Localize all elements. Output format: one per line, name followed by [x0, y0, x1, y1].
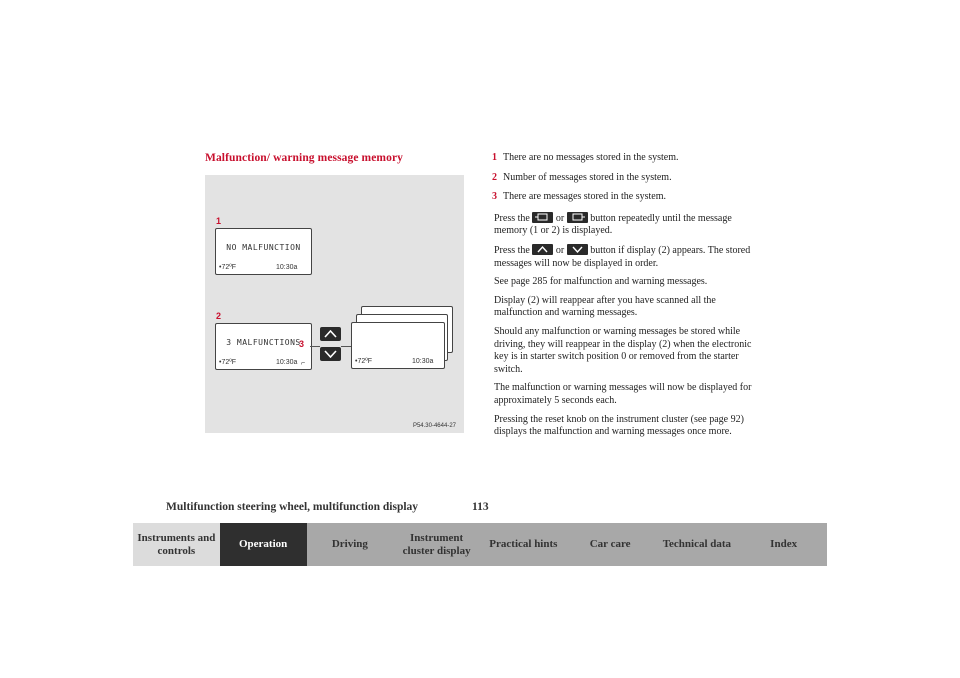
callout-2: 2 [216, 311, 222, 321]
page-footer [166, 501, 786, 513]
callout-1: 1 [216, 216, 222, 226]
legend-number: 3 [492, 191, 497, 203]
tab-practical-hints[interactable]: Practical hints [480, 523, 567, 566]
tab-index[interactable]: Index [740, 523, 827, 566]
instructions-column [494, 152, 764, 445]
text: button repeatedly until the message memory (1 or 2) is displayed. [494, 212, 732, 237]
paragraph: Display (2) will reappear after you have scanned all the malfunction and warning messages. [494, 294, 716, 319]
text: Press the [494, 212, 530, 224]
display-time: 10:30a [276, 359, 298, 366]
text: or [555, 212, 565, 224]
display-illustration [205, 175, 464, 433]
paragraph-press-display-buttons [494, 212, 764, 238]
display-temperature: •72ºF [355, 358, 373, 365]
connector-line [310, 346, 320, 347]
tab-driving[interactable]: Driving [307, 523, 394, 566]
key-icon: ⌐ [301, 360, 306, 367]
down-arrow-button-icon [567, 244, 588, 255]
display-malfunction-count [215, 323, 312, 370]
display-no-malfunction [215, 228, 312, 275]
legend-item [494, 172, 764, 185]
legend-number: 1 [492, 152, 497, 163]
legend-item [494, 191, 764, 204]
legend-item [494, 152, 764, 165]
up-button-icon [320, 327, 341, 341]
legend-text: There are messages stored in the system. [503, 191, 667, 203]
paragraph: See page 285 for malfunction and warning messages. [494, 276, 708, 288]
figure-code: P54.30-4644-27 [412, 423, 456, 429]
chapter-tabs [133, 523, 827, 566]
tab-instruments-and-controls[interactable]: Instruments and controls [133, 523, 220, 566]
callout-3: 3 [299, 339, 305, 349]
page-number: 113 [472, 501, 489, 513]
tab-operation[interactable]: Operation [220, 523, 307, 566]
paragraph: The malfunction or warning messages will now be displayed for approximately 5 seconds each. [494, 382, 752, 406]
display-stored-message [351, 322, 445, 369]
legend-number: 2 [492, 171, 497, 183]
display-message: 3 MALFUNCTIONS [226, 338, 301, 347]
tab-car-care[interactable]: Car care [567, 523, 654, 566]
down-button-icon [320, 347, 341, 361]
up-arrow-button-icon [532, 244, 553, 255]
tab-instrument-cluster-display[interactable]: Instrument cluster display [393, 523, 480, 566]
paragraph: Pressing the reset knob on the instrument cluster (see page 92) displays the malfunction and warning messages once more. [494, 413, 744, 438]
text: or [555, 244, 565, 256]
display-temperature: •72ºF [219, 264, 237, 271]
display-right-button-icon [567, 212, 588, 223]
section-heading: Malfunction/ warning message memory [205, 152, 404, 164]
tab-technical-data[interactable]: Technical data [654, 523, 741, 566]
legend-text: Number of messages stored in the system. [503, 171, 672, 183]
display-message: NO MALFUNCTION [226, 243, 301, 252]
legend-text: There are no messages stored in the system. [503, 152, 679, 163]
connector-line [341, 346, 351, 347]
display-left-button-icon [532, 212, 553, 223]
chapter-title: Multifunction steering wheel, multifunction display [166, 501, 419, 513]
display-temperature: •72ºF [219, 359, 237, 366]
display-time: 10:30a [412, 358, 434, 365]
text: Press the [494, 244, 530, 256]
paragraph-press-arrow-buttons [494, 244, 764, 270]
display-time: 10:30a [276, 264, 298, 271]
paragraph: Should any malfunction or warning messages be stored while driving, they will reappear in the display (2) when the electronic key is in starter switch position 0 or removed from the starter switch. [494, 325, 752, 375]
text: button if display (2) appears. The stored messages will now be displayed in order. [494, 244, 751, 269]
